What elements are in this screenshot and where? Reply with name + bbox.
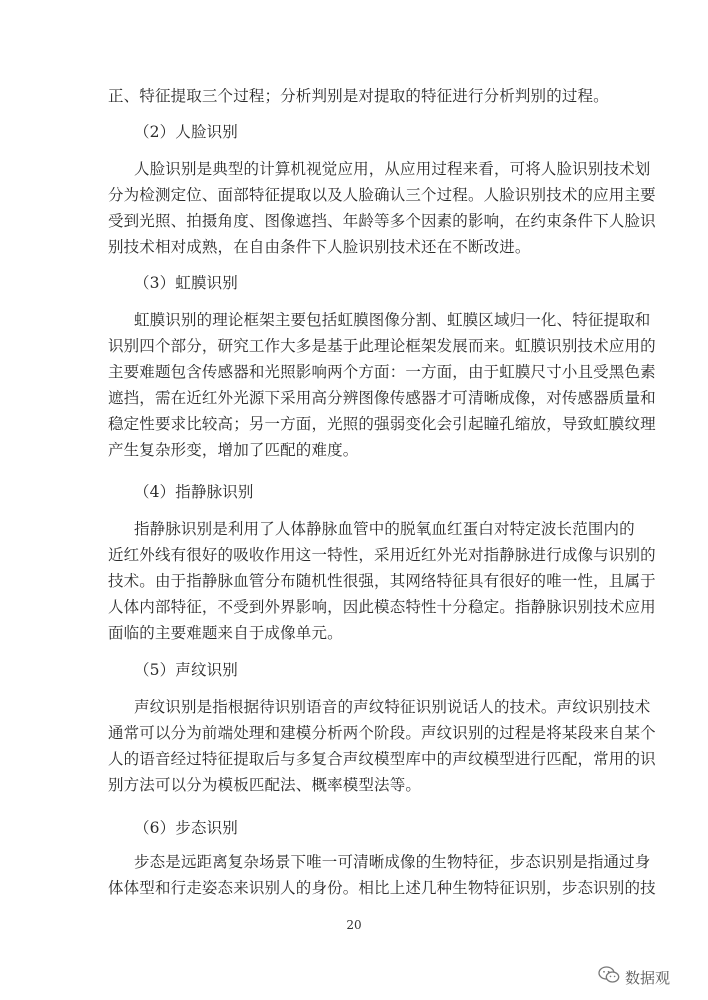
- wechat-icon: [598, 966, 620, 988]
- paragraph-line: 近红外线有很好的吸收作用这一特性，采用近红外光对指静脉进行成像与识别的: [108, 546, 656, 564]
- paragraph-line: 人脸识别是典型的计算机视觉应用，从应用过程来看，可将人脸识别技术划: [134, 160, 651, 178]
- paragraph-line: 声纹识别是指根据待识别语音的声纹特征识别说话人的技术。声纹识别技术: [134, 698, 651, 716]
- paragraph-line: 步态是远距离复杂场景下唯一可清晰成像的生物特征，步态识别是指通过身: [134, 853, 651, 871]
- paragraph-line: 虹膜识别的理论框架主要包括虹膜图像分割、虹膜区域归一化、特征提取和: [134, 311, 651, 329]
- page-number: 20: [346, 918, 362, 932]
- section-heading: （5）声纹识别: [134, 661, 238, 679]
- paragraph-line: 人的语音经过特征提取后与多复合声纹模型库中的声纹模型进行匹配，常用的识: [108, 750, 656, 768]
- watermark-label: 数据观: [625, 968, 671, 987]
- paragraph-line: 分为检测定位、面部特征提取以及人脸确认三个过程。人脸识别技术的应用主要: [108, 186, 656, 204]
- paragraph-line: 面临的主要难题来自于成像单元。: [108, 624, 343, 642]
- paragraph-line: 通常可以分为前端处理和建模分析两个阶段。声纹识别的过程是将某段来自某个: [108, 724, 656, 742]
- paragraph-line: 人体内部特征，不受到外界影响，因此模态特性十分稳定。指静脉识别技术应用: [108, 598, 656, 616]
- paragraph-line: 别方法可以分为模板匹配法、概率模型法等。: [108, 776, 422, 794]
- paragraph-line: 别技术相对成熟，在自由条件下人脸识别技术还在不断改进。: [108, 238, 531, 256]
- paragraph-line: 体体型和行走姿态来识别人的身份。相比上述几种生物特征识别，步态识别的技: [108, 879, 656, 897]
- watermark: [598, 966, 702, 988]
- paragraph-line: 正、特征提取三个过程；分析判别是对提取的特征进行分析判别的过程。: [108, 87, 609, 105]
- section-heading: （6）步态识别: [134, 819, 238, 837]
- section-heading: （3）虹膜识别: [134, 274, 238, 292]
- paragraph-line: 识别四个部分，研究工作大多是基于此理论框架发展而来。虹膜识别技术应用的: [108, 337, 656, 355]
- paragraph-line: 产生复杂形变，增加了匹配的难度。: [108, 441, 359, 459]
- paragraph-line: 稳定性要求比较高；另一方面，光照的强弱变化会引起瞳孔缩放，导致虹膜纹理: [108, 415, 656, 433]
- paragraph-line: 技术。由于指静脉血管分布随机性很强，其网络特征具有很好的唯一性，且属于: [108, 572, 656, 590]
- section-heading: （4）指静脉识别: [134, 483, 254, 501]
- paragraph-line: 遮挡，需在近红外光源下采用高分辨图像传感器才可清晰成像，对传感器质量和: [108, 389, 656, 407]
- paragraph-line: 指静脉识别是利用了人体静脉血管中的脱氧血红蛋白对特定波长范围内的: [134, 520, 635, 538]
- paragraph-line: 受到光照、拍摄角度、图像遮挡、年龄等多个因素的影响，在约束条件下人脸识: [108, 212, 656, 230]
- section-heading: （2）人脸识别: [134, 123, 238, 141]
- paragraph-line: 主要难题包含传感器和光照影响两个方面：一方面，由于虹膜尺寸小且受黑色素: [108, 363, 656, 381]
